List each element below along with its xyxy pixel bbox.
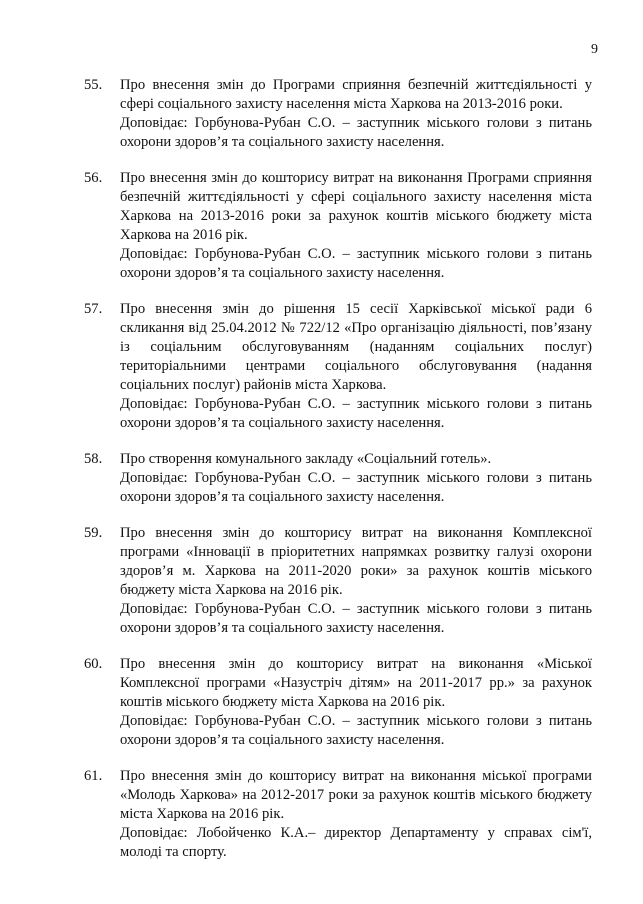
agenda-item xyxy=(84,169,592,283)
item-title: Про внесення змін до кошторису витрат на виконання «Міської Комплексної програми «Назустріч дітям» на 2011-2017 рр.» за рахунок коштів міського бюджету міста Харкова на 2016 рік. xyxy=(120,656,592,710)
item-title: Про внесення змін до кошторису витрат на виконання міської програми «Молодь Харкова» на 2012-2017 роки за рахунок коштів міського бюджету міста Харкова на 2016 рік. xyxy=(120,768,592,822)
item-speaker: Доповідає: Горбунова-Рубан С.О. – заступник міського голови з питань охорони здоров’я та соціального захисту населення. xyxy=(120,601,592,636)
agenda-item xyxy=(84,655,592,750)
item-number: 57. xyxy=(84,301,103,317)
item-speaker: Доповідає: Горбунова-Рубан С.О. – заступник міського голови з питань охорони здоров’я та соціального захисту населення. xyxy=(120,713,592,748)
agenda-item xyxy=(84,450,592,507)
item-speaker: Доповідає: Горбунова-Рубан С.О. – заступник міського голови з питань охорони здоров’я та соціального захисту населення. xyxy=(120,246,592,281)
item-title: Про внесення змін до кошторису витрат на виконання Програми сприяння безпечній життєдіяльності у сфері соціального захисту населення міста Харкова на 2013-2016 роки за рахунок коштів міського бюджету міста Харкова на 2016 рік. xyxy=(120,170,592,243)
item-number: 56. xyxy=(84,170,103,186)
item-speaker: Доповідає: Горбунова-Рубан С.О. – заступник міського голови з питань охорони здоров’я та соціального захисту населення. xyxy=(120,115,592,150)
agenda-item xyxy=(84,524,592,638)
item-number: 61. xyxy=(84,768,103,784)
item-speaker: Доповідає: Лобойченко К.А.– директор Департаменту у справах сім'ї, молоді та спорту. xyxy=(120,825,592,860)
item-title: Про внесення змін до Програми сприяння безпечній життєдіяльності у сфері соціального захисту населення міста Харкова на 2013-2016 роки. xyxy=(120,77,592,112)
item-number: 55. xyxy=(84,77,103,93)
item-title: Про створення комунального закладу «Соціальний готель». xyxy=(120,451,492,467)
item-title: Про внесення змін до кошторису витрат на виконання Комплексної програми «Інновації в пріоритетних напрямках розвитку галузі охорони здоров’я м. Харкова на 2011-2020 роки» за рахунок коштів міського бюджету міста Харкова на 2016 рік. xyxy=(120,525,592,598)
agenda-list xyxy=(84,76,592,879)
agenda-item xyxy=(84,76,592,152)
agenda-item xyxy=(84,300,592,433)
agenda-item xyxy=(84,767,592,862)
item-number: 60. xyxy=(84,656,103,672)
item-speaker: Доповідає: Горбунова-Рубан С.О. – заступник міського голови з питань охорони здоров’я та соціального захисту населення. xyxy=(120,396,592,431)
item-number: 59. xyxy=(84,525,103,541)
page-number: 9 xyxy=(591,42,598,57)
item-title: Про внесення змін до рішення 15 сесії Харківської міської ради 6 скликання від 25.04.2012 № 722/12 «Про організацію діяльності, пов’язану із соціальним обслуговуванням (наданням соціальних послуг) територіальними центрами соціального обслуговування (надання соціальних послуг) районів міста Харкова. xyxy=(120,301,592,393)
item-speaker: Доповідає: Горбунова-Рубан С.О. – заступник міського голови з питань охорони здоров’я та соціального захисту населення. xyxy=(120,470,592,505)
item-number: 58. xyxy=(84,451,103,467)
